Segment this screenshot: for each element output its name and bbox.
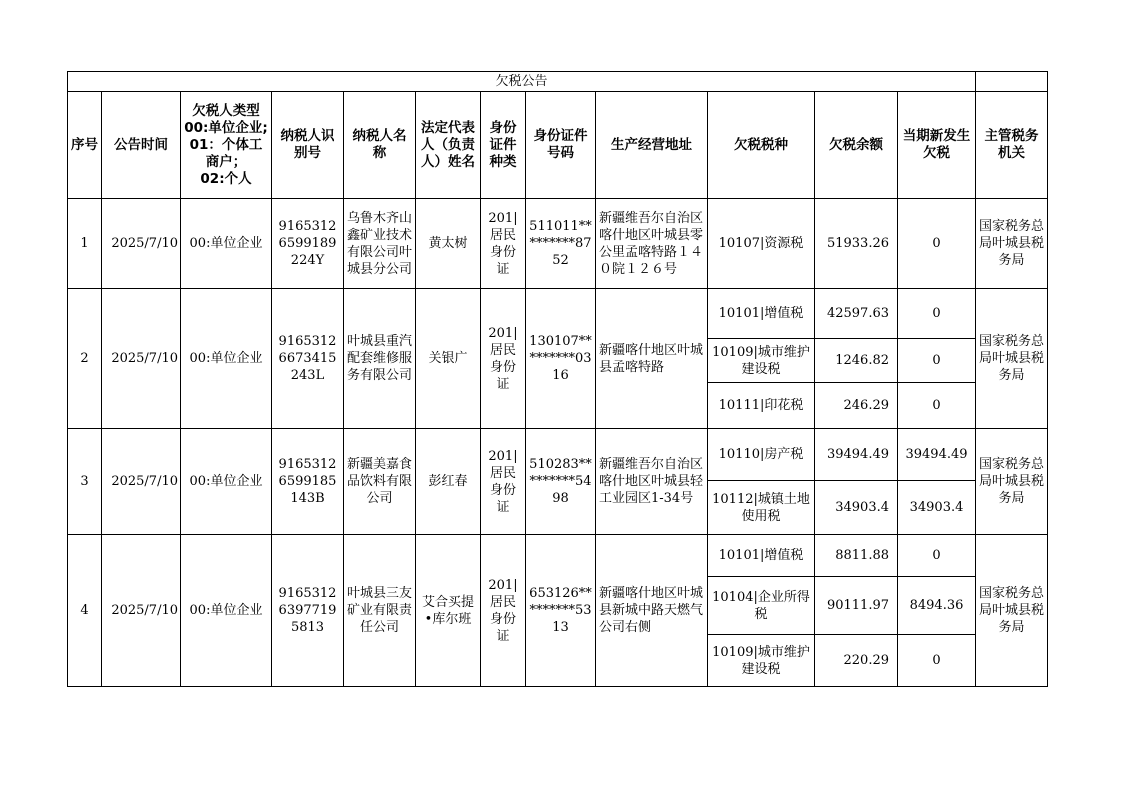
new-tax-cell: 0 (898, 383, 976, 429)
tax-type-cell: 10107|资源税 (708, 199, 815, 289)
taxpayer-id-cell: 91653126599189224Y (272, 199, 344, 289)
balance-cell: 42597.63 (815, 289, 898, 339)
taxpayer-name-cell: 乌鲁木齐山鑫矿业技术有限公司叶城县分公司 (344, 199, 416, 289)
header-date: 公告时间 (102, 92, 181, 199)
balance-cell: 8811.88 (815, 535, 898, 577)
authority-cell: 国家税务总局叶城县税务局 (976, 289, 1048, 429)
header-legal-rep: 法定代表人（负责人）姓名 (416, 92, 481, 199)
balance-cell: 51933.26 (815, 199, 898, 289)
taxpayer-name-cell: 叶城县重汽配套维修服务有限公司 (344, 289, 416, 429)
authority-cell: 国家税务总局叶城县税务局 (976, 535, 1048, 687)
seq-cell: 1 (68, 199, 102, 289)
header-type-line3: 01：个体工商户； (189, 136, 263, 170)
type-cell: 00:单位企业 (181, 289, 272, 429)
authority-cell: 国家税务总局叶城县税务局 (976, 429, 1048, 535)
id-number-cell: 653126*********5313 (526, 535, 596, 687)
legal-rep-cell: 艾合买提•库尔班 (416, 535, 481, 687)
type-cell: 00:单位企业 (181, 535, 272, 687)
table-row (68, 429, 1048, 481)
address-cell: 新疆喀什地区叶城县孟喀特路 (596, 289, 708, 429)
taxpayer-name-cell: 新疆美嘉食品饮料有限公司 (344, 429, 416, 535)
header-authority: 主管税务机关 (976, 92, 1048, 199)
header-type-line2: 00:单位企业; (184, 119, 268, 136)
seq-cell: 2 (68, 289, 102, 429)
id-number-cell: 130107*********0316 (526, 289, 596, 429)
tax-type-cell: 10112|城镇土地使用税 (708, 481, 815, 535)
date-cell: 2025/7/10 (102, 199, 181, 289)
table-row (68, 199, 1048, 289)
id-number-cell: 511011*********8752 (526, 199, 596, 289)
header-seq: 序号 (68, 92, 102, 199)
balance-cell: 246.29 (815, 383, 898, 429)
taxpayer-id-cell: 916531263977195813 (272, 535, 344, 687)
tax-type-cell: 10101|增值税 (708, 289, 815, 339)
type-cell: 00:单位企业 (181, 429, 272, 535)
legal-rep-cell: 彭红春 (416, 429, 481, 535)
title-empty-cell (976, 72, 1048, 92)
tax-type-cell: 10109|城市维护建设税 (708, 635, 815, 687)
header-type (181, 92, 272, 199)
header-balance: 欠税余额 (815, 92, 898, 199)
new-tax-cell: 8494.36 (898, 577, 976, 635)
tax-type-cell: 10109|城市维护建设税 (708, 339, 815, 383)
new-tax-cell: 0 (898, 635, 976, 687)
page-title: 欠税公告 (68, 72, 976, 92)
header-new-tax: 当期新发生欠税 (898, 92, 976, 199)
new-tax-cell: 39494.49 (898, 429, 976, 481)
table-row (68, 535, 1048, 577)
new-tax-cell: 34903.4 (898, 481, 976, 535)
tax-type-cell: 10110|房产税 (708, 429, 815, 481)
address-cell: 新疆维吾尔自治区喀什地区叶城县轻工业园区1-34号 (596, 429, 708, 535)
taxpayer-name-cell: 叶城县三友矿业有限责任公司 (344, 535, 416, 687)
id-type-cell: 201|居民身份证 (481, 535, 526, 687)
address-cell: 新疆喀什地区叶城县新城中路天燃气公司右侧 (596, 535, 708, 687)
taxpayer-id-cell: 91653126599185143B (272, 429, 344, 535)
seq-cell: 3 (68, 429, 102, 535)
legal-rep-cell: 关银广 (416, 289, 481, 429)
header-taxpayer-name: 纳税人名称 (344, 92, 416, 199)
tax-arrears-table (67, 71, 1048, 687)
address-cell: 新疆维吾尔自治区喀什地区叶城县零公里孟喀特路１４０院１２６号 (596, 199, 708, 289)
header-type-line4: 02:个人 (200, 170, 252, 187)
tax-type-cell: 10101|增值税 (708, 535, 815, 577)
header-address: 生产经营地址 (596, 92, 708, 199)
taxpayer-id-cell: 91653126673415243L (272, 289, 344, 429)
header-type-line1: 欠税人类型 (192, 102, 260, 119)
tax-arrears-sheet (67, 71, 1048, 687)
header-id-type: 身份证件种类 (481, 92, 526, 199)
balance-cell: 220.29 (815, 635, 898, 687)
balance-cell: 1246.82 (815, 339, 898, 383)
date-cell: 2025/7/10 (102, 535, 181, 687)
table-row (68, 289, 1048, 339)
new-tax-cell: 0 (898, 535, 976, 577)
balance-cell: 39494.49 (815, 429, 898, 481)
balance-cell: 90111.97 (815, 577, 898, 635)
date-cell: 2025/7/10 (102, 429, 181, 535)
header-row (68, 92, 1048, 199)
date-cell: 2025/7/10 (102, 289, 181, 429)
title-row (68, 72, 1048, 92)
tax-type-cell: 10104|企业所得税 (708, 577, 815, 635)
new-tax-cell: 0 (898, 339, 976, 383)
new-tax-cell: 0 (898, 289, 976, 339)
seq-cell: 4 (68, 535, 102, 687)
authority-cell: 国家税务总局叶城县税务局 (976, 199, 1048, 289)
id-type-cell: 201|居民身份证 (481, 199, 526, 289)
id-number-cell: 510283*********5498 (526, 429, 596, 535)
id-type-cell: 201|居民身份证 (481, 289, 526, 429)
header-tax-type: 欠税税种 (708, 92, 815, 199)
new-tax-cell: 0 (898, 199, 976, 289)
balance-cell: 34903.4 (815, 481, 898, 535)
header-taxpayer-id: 纳税人识别号 (272, 92, 344, 199)
header-id-number: 身份证件号码 (526, 92, 596, 199)
legal-rep-cell: 黄太树 (416, 199, 481, 289)
tax-type-cell: 10111|印花税 (708, 383, 815, 429)
type-cell: 00:单位企业 (181, 199, 272, 289)
id-type-cell: 201|居民身份证 (481, 429, 526, 535)
